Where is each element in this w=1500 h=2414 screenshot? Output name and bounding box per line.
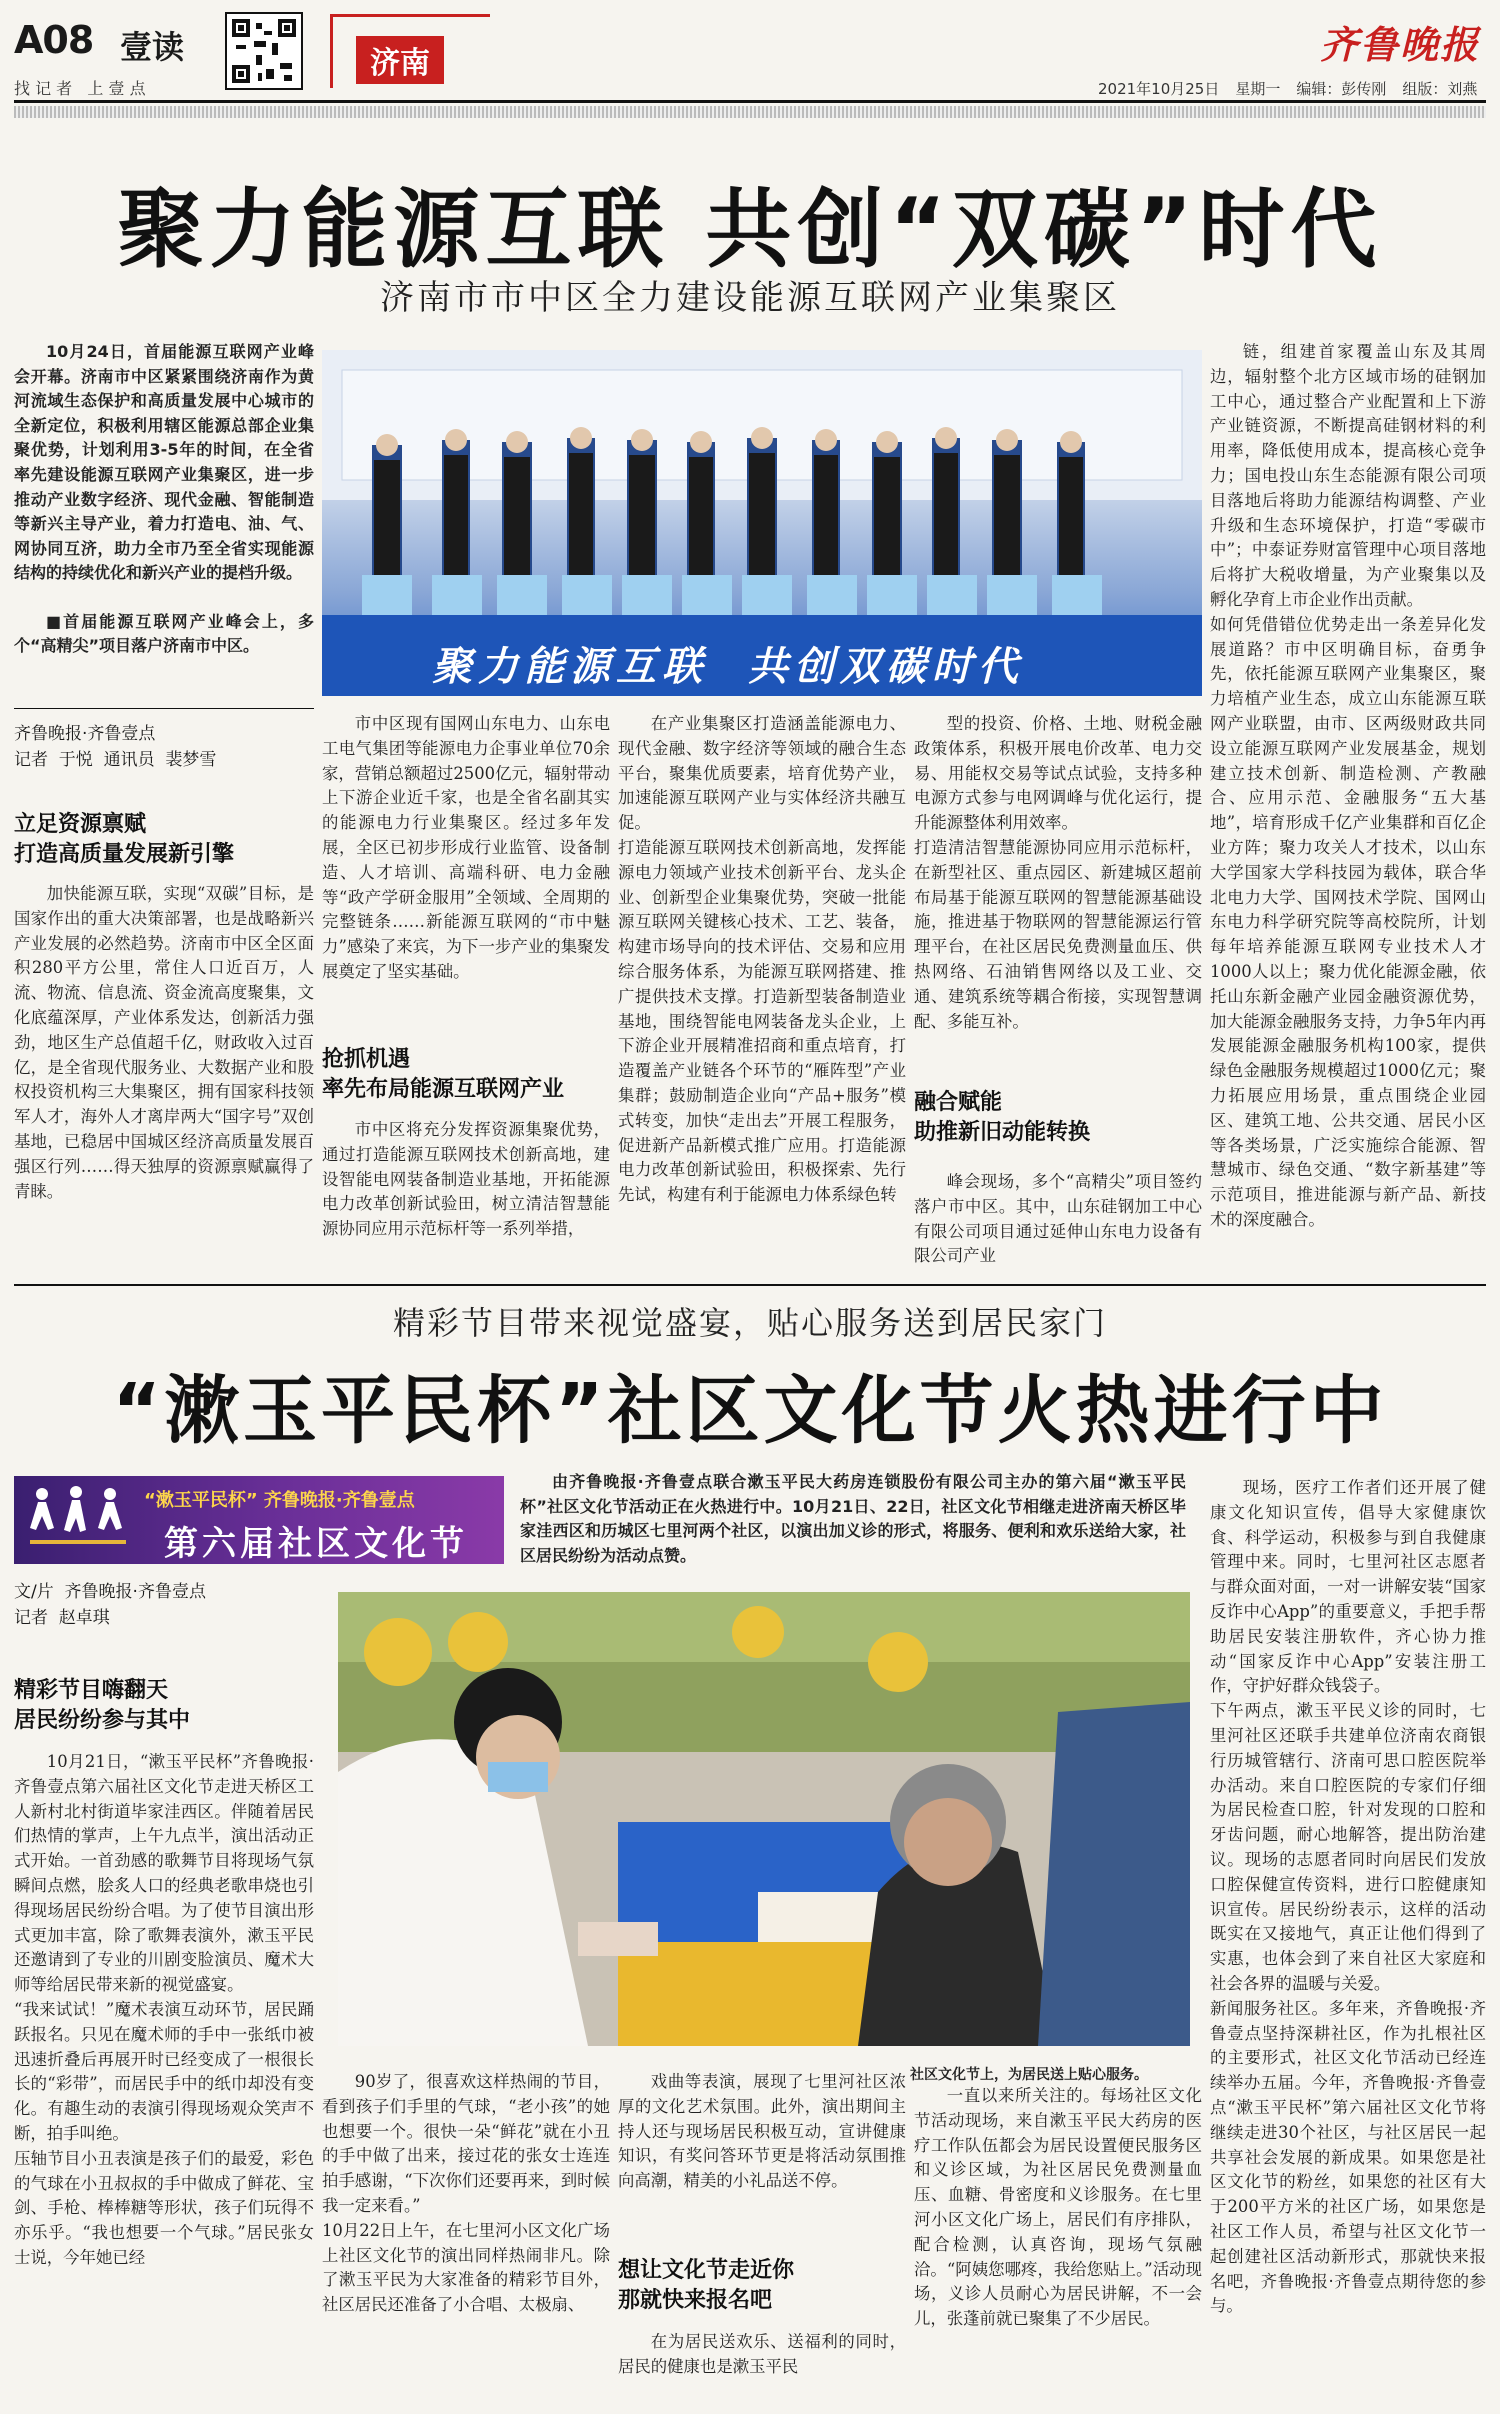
body-column-1: 加快能源互联，实现“双碳”目标，是国家作出的重大决策部署，也是战略新兴产业发展的必然趋势。济南市中区全区面积280平方公里，常住人口近百万，人流、物流、信息流、资金流高度聚集，文化底蕴深厚，产业体系发达，创新活力强劲，地区生产总值超千亿，财政收入过百亿，是全省现代服务业、大数据产业和股权投资机构三大集聚区，拥有国家科技领军人才，海外人才离岸两大“国字号”双创基地，已稳居中国城区经济高质量发展百强区行列……得天独厚的资源禀赋赢得了青睐。 xyxy=(14,884,314,1201)
section-heading: 立足资源禀赋 打造高质量发展新引擎 xyxy=(14,812,235,867)
summit-photo xyxy=(322,350,1202,696)
header-shade xyxy=(14,106,1486,118)
byline-reporter: 记者 赵卓琪 xyxy=(14,1608,110,1628)
body-column-4: 一直以来所关注的。每场社区文化节活动现场，来自漱玉平民大药房的医疗工作队伍都会为居民设置便民服务区和义诊区域，为社区居民免费测量血压、血糖、骨密度和义诊服务。在七里河小区文化广场上，居民们有序排队，配合检测，认真咨询，现场气氛融洽。“阿姨您哪疼，我给您贴上。”活动现场，义诊人员耐心为居民讲解，不一会儿，张蓬前就已聚集了不少居民。 xyxy=(914,2086,1202,2329)
body-column-2: 市中区现有国网山东电力、山东电工电气集团等能源电力企事业单位70余家，营销总额超过2500亿元，辐射带动上下游企业近千家，也是全省名副其实的能源电力行业集聚区。经过多年发展，全区已初步形成行业监管、设备制造、人才培训、高端科研、电力金融等“政产学研金服用”全领域、全周期的完整链条……新能源互联网的“市中魅力”感染了来宾，为下一步产业的集聚发展奠定了坚实基础。 xyxy=(322,714,610,981)
section-rule xyxy=(14,1284,1486,1286)
headline-1: 聚力能源互联 共创“双碳”时代 xyxy=(117,180,1383,280)
body-column-3: 在产业集聚区打造涵盖能源电力、现代金融、数字经济等领域的融合生态平台，聚集优质要素，培育优势产业，加速能源互联网产业与实体经济共融互促。 打造能源互联网技术创新高地，发挥能源电力领域产业技术创新平台、龙头企业、创新型企业集聚优势，突破一批能源互联网关键核心技术、工艺、装备，构建市场导向的技术评估、交易和应用综合服务体系，为能源互联网搭建、推广提供技术支撑。打造新型装备制造业基地，围绕智能电网装备龙头企业，上下游企业开展精准招商和重点培育，打造覆盖产业链各个环节的“雁阵型”产业集群；鼓励制造企业向“产品+服务”模式转变，加快“走出去”开展工程服务，促进新产品新模式推广应用。打造能源电力改革创新试验田，积极探索、先行先试，构建有利于能源电力体系绿色转 xyxy=(618,714,906,1205)
body-column-5: 链，组建首家覆盖山东及其周边，辐射整个北方区域市场的硅钢加工中心，通过整合产业配置和上下游产业链资源，不断提高硅钢材料的利用率，降低使用成本，提高核心竞争力；国电投山东生态能源有限公司项目落地后将助力能源结构调整、产业升级和生态环境保护，打造“零碳市中”；中泰证券财富管理中心项目落地后将扩大税收增量，为产业聚集以及孵化孕育上市企业作出贡献。 如何凭借错位优势走出一条差异化发展道路？市中区明确目标，奋勇争先，依托能源互联网产业集聚区，聚力培植产业生态，成立山东能源互联网产业联盟，由市、区两级财政共同设立能源互联网产业发展基金，规划建立技术创新、制造检测、产教融合、应用示范、金融服务“五大基地”，培育形成千亿产业集群和百亿企业方阵；聚力攻关人才技术，以山东大学国家大学科技园为载体，联合华北电力大学、国网技术学院、国网山东电力科学研究院等高校院所，计划每年培养能源互联网专业技术人才1000人以上；聚力优化能源金融，依托山东新金融产业园金融资源优势，加大能源金融服务支持，力争5年内再发展能源金融服务机构100家，提供绿色金融服务规模超过1000亿元；聚力拓展应用场景，重点围绕企业园区、建筑工地、公共交通、居民小区等各类场景，广泛实施综合能源、智慧城市、绿色交通、“数字新基建”等示范项目，推进能源与新产品、新技术的深度融合。 xyxy=(1210,342,1486,1229)
kicker-2: 精彩节目带来视觉盛宴，贴心服务送到居民家门 xyxy=(392,1304,1107,1342)
banner-text: 聚力能源互联 共创双碳时代 xyxy=(432,644,1024,690)
section-heading: 融合赋能 助推新旧动能转换 xyxy=(914,1090,1091,1145)
photo-caption-1: ■首届能源互联网产业峰会上，多个“高精尖”项目落户济南市中区。 xyxy=(14,612,314,655)
section-heading: 精彩节目嗨翻天 居民纷纷参与其中 xyxy=(14,1678,191,1733)
body-column-3: 戏曲等表演，展现了七里河社区浓厚的文化艺术氛围。此外，演出期间主持人还与现场居民积极互动，宣讲健康知识，有奖问答环节更是将活动氛围推向高潮，精美的小礼品送不停。 xyxy=(618,2072,906,2191)
body-column-3b: 在为居民送欢乐、送福利的同时，居民的健康也是漱玉平民 xyxy=(618,2332,906,2376)
subheadline-1: 济南市市中区全力建设能源互联网产业集聚区 xyxy=(380,278,1120,318)
lead-1: 10月24日，首届能源互联网产业峰会开幕。济南市中区紧紧围绕济南作为黄河流域生态保护和高质量发展中心城市的全新定位，积极利用辖区能源总部企业集聚优势，计划利用3-5年的时间，在全省率先建设能源互联网产业集聚区，进一步推动产业数字经济、现代金融、智能制造等新兴主导产业，着力打造电、油、气、网协同互济，助力全市乃至全省实现能源结构的持续优化和新兴产业的提档升级。 xyxy=(14,342,314,583)
body-column-1: 10月21日，“漱玉平民杯”齐鲁晚报·齐鲁壹点第六届社区文化节走进天桥区工人新村北村街道毕家洼西区。伴随着居民们热情的掌声，上午九点半，演出活动正式开始。一首劲感的歌舞节目将现场气氛瞬间点燃，脍炙人口的经典老歌串烧也引得现场居民纷纷合唱。为了使节目演出形式更加丰富，除了歌舞表演外，漱玉平民还邀请到了专业的川剧变脸演员、魔术大师等给居民带来新的视觉盛宴。 “我来试试！”魔术表演互动环节，居民踊跃报名。只见在魔术师的手中一张纸巾被迅速折叠后再展开时已经变成了一根很长长的“彩带”，而居民手中的纸巾却没有变化。有趣生动的表演引得现场观众笑声不断，拍手叫绝。 压轴节目小丑表演是孩子们的最爱，彩色的气球在小丑叔叔的手中做成了鲜花、宝剑、手枪、棒棒糖等形状，孩子们玩得不亦乐乎。“我也想要一个气球。”居民张女士说，今年她已经 xyxy=(14,1752,314,2267)
header-rule xyxy=(14,100,1486,103)
divider xyxy=(14,708,314,709)
body-column-5: 现场，医疗工作者们还开展了健康文化知识宣传，倡导大家健康饮食、科学运动，积极参与到自我健康管理中来。同时，七里河社区志愿者与群众面对面，一对一讲解安装“国家反诈中心App”的重要意义，手把手帮助居民安装注册软件，齐心协力推动“国家反诈中心App”安装注册工作，守护好群众钱袋子。 下午两点，漱玉平民义诊的同时，七里河社区还联手共建单位济南农商银行历城管辖行、济南可思口腔医院举办活动。来自口腔医院的专家们仔细为居民检查口腔，针对发现的口腔和牙齿问题，耐心地解答，提出防治建议。现场的志愿者同时向居民们发放口腔保健宣传资料，进行口腔健康知识宣传。居民纷纷表示，这样的活动既实在又接地气，真正让他们得到了实惠，也体会到了来自社区大家庭和社会各界的温暖与关爱。 新闻服务社区。多年来，齐鲁晚报·齐鲁壹点坚持深耕社区，作为扎根社区的主要形式，社区文化节活动已经连续举办五届。今年，齐鲁晚报·齐鲁壹点“漱玉平民杯”第六届社区文化节将继续走进30个社区，与社区居民一起共享社会发展的新成果。如果您是社区文化节的粉丝，如果您的社区有大于200平方米的社区广场，如果您是社区工作人员，希望与社区文化节一起创建社区活动新形式，那就快来报名吧，齐鲁晚报·齐鲁壹点期待您的参与。 xyxy=(1210,1478,1486,2316)
section-heading: 抢抓机遇 率先布局能源互联网产业 xyxy=(322,1047,565,1102)
byline-outlet: 齐鲁晚报·齐鲁壹点 xyxy=(14,724,156,744)
section-name: 壹读 xyxy=(120,28,185,66)
lead-2: 由齐鲁晚报·齐鲁壹点联合漱玉平民大药房连锁股份有限公司主办的第六届“漱玉平民杯”社区文化节活动正在火热进行中。10月21日、22日，社区文化节相继走进济南天桥区毕家洼西区和历城区七里河两个社区，以演出加义诊的形式，将服务、便利和欢乐送给大家，社区居民纷纷为活动点赞。 xyxy=(520,1472,1186,1565)
issue-date: 2021年10月25日 xyxy=(1098,80,1220,98)
byline-reporters: 记者 于悦 通讯员 裴梦雪 xyxy=(14,750,217,770)
festival-logo-line2: 第六届社区文化节 xyxy=(164,1524,468,1564)
photo-caption-2: 社区文化节上，为居民送上贴心服务。 xyxy=(910,2067,1148,2083)
body-column-4: 型的投资、价格、土地、财税金融政策体系，积极开展电价改革、电力交易、用能权交易等试点试验，支持多种电源方式参与电网调峰与优化运行，提升能源整体利用效率。 打造清洁智慧能源协同应用示范标杆，在新型社区、重点园区、新建城区超前布局基于能源互联网的智慧能源基础设施，推进基于物联网的智慧能源运行管理平台，在社区居民免费测量血压、供热网络、石油销售网络以及工业、交通、建筑系统等耦合衔接，实现智慧调配、多能互补。 xyxy=(914,714,1202,1031)
section-heading: 想让文化节走近你 那就快来报名吧 xyxy=(618,2258,795,2313)
body-column-2: 90岁了，很喜欢这样热闹的节目，看到孩子们手里的气球，“老小孩”的她也想要一个。很快一朵“鲜花”就在小丑的手中做了出来，接过花的张女士连连拍手感谢，“下次你们还要再来，到时候我一定来看。” 10月22日上午，在七里河小区文化广场上社区文化节的演出同样热闹非凡。除了漱玉平民为大家准备的精彩节目外，社区居民还准备了小合唱、太极扇、 xyxy=(322,2072,610,2315)
body-column-2b: 市中区将充分发挥资源集聚优势，通过打造能源互联网技术创新高地，建设智能电网装备制造业基地，开拓能源电力改革创新试验田，树立清洁智慧能源协同应用示范标杆等一系列举措， xyxy=(322,1120,610,1239)
designer: 组版：刘燕 xyxy=(1402,80,1478,98)
headline-2: “漱玉平民杯”社区文化节火热进行中 xyxy=(112,1368,1388,1454)
festival-logo xyxy=(14,1476,504,1564)
column-tag-label: 济南 xyxy=(356,36,444,84)
byline-photo: 文/片 齐鲁晚报·齐鲁壹点 xyxy=(14,1582,206,1602)
weekday: 星期一 xyxy=(1235,80,1281,98)
qr-code-icon xyxy=(225,12,303,90)
slogan: 找 记 者 上 壹 点 xyxy=(14,79,146,98)
editor: 编辑：彭传刚 xyxy=(1296,80,1387,98)
page-number: A08 xyxy=(14,18,94,62)
paper-logo: 齐鲁晚报 xyxy=(1320,22,1481,67)
festival-logo-line1: “漱玉平民杯” 齐鲁晚报·齐鲁壹点 xyxy=(144,1490,415,1511)
body-column-4b: 峰会现场，多个“高精尖”项目签约落户市中区。其中，山东硅钢加工中心有限公司项目通过延伸山东电力设备有限公司产业 xyxy=(914,1172,1202,1266)
date-line xyxy=(1098,78,1477,99)
festival-photo xyxy=(338,1592,1190,2046)
